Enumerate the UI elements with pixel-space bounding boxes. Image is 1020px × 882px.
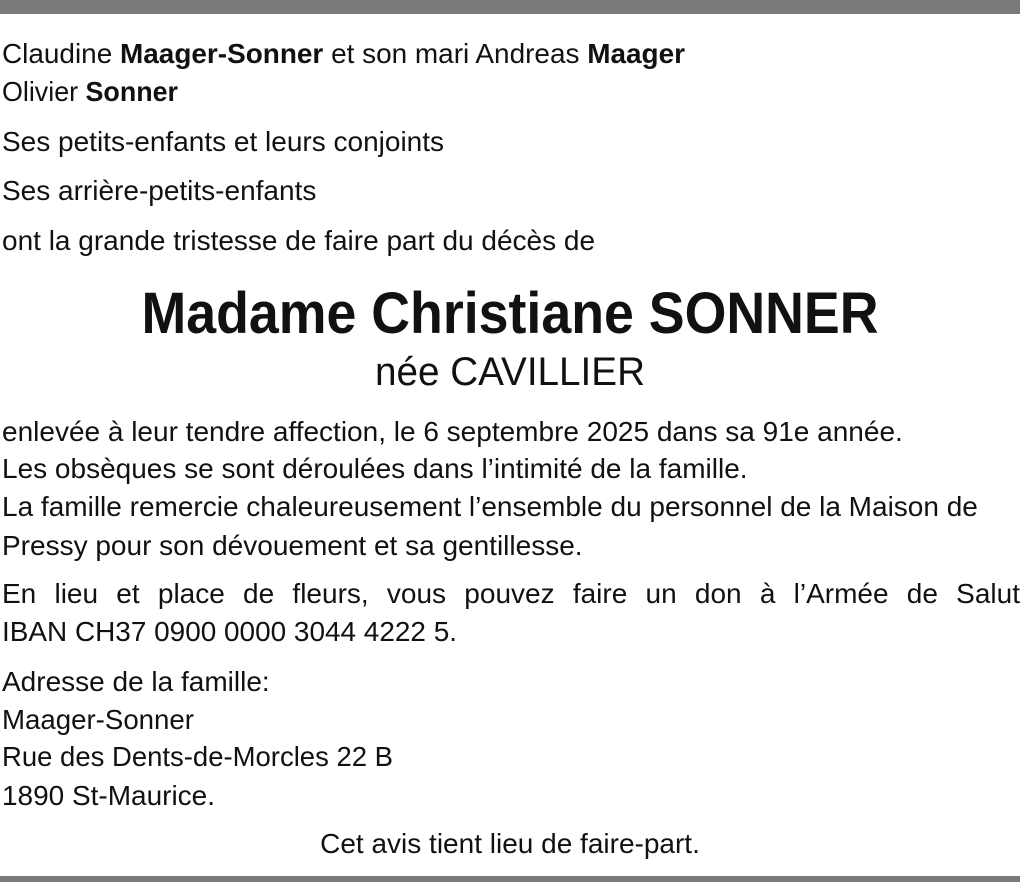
family-line-claudine [2,38,685,70]
top-rule [0,0,1020,14]
address-line: Rue des Dents-de-Morcles 22 B [2,741,393,772]
grandchildren-line: Ses petits-enfants et leurs conjoints [2,126,445,157]
great-grandchildren-line: Ses arrière-petits-enfants [2,175,317,206]
body-line: enlevée à leur tendre affection, le 6 septembre 2025 dans sa 91e année. [2,416,903,447]
body-line: Pressy pour son dévouement et sa gentillesse. [2,530,583,561]
first-name: Claudine [2,38,121,69]
iban-line: IBAN CH37 0900 0000 3044 4222 5. [2,616,457,647]
first-name: Olivier [2,76,86,107]
surname: Sonner [85,76,178,107]
body-line: Les obsèques se sont déroulées dans l’intimité de la famille. [2,453,748,484]
address-line: 1890 St-Maurice. [2,780,215,811]
deceased-name: Madame Christiane SONNER [141,281,879,346]
surname: Maager-Sonner [120,38,324,69]
surname: Maager [587,38,685,69]
family-line-olivier [2,76,178,108]
address-line: Maager-Sonner [2,704,194,735]
connector-text: et son mari Andreas [323,38,588,69]
maiden-name: née CAVILLIER [374,350,645,394]
bottom-rule [0,876,1020,882]
footer-note: Cet avis tient lieu de faire-part. [320,828,700,859]
donation-line: En lieu et place de fleurs, vous pouvez faire un don à l’Armée de Salut [2,578,1020,609]
address-heading: Adresse de la famille: [2,666,270,697]
body-line: La famille remercie chaleureusement l’ensemble du personnel de la Maison de [2,491,978,522]
intro-line: ont la grande tristesse de faire part du décès de [2,225,596,256]
